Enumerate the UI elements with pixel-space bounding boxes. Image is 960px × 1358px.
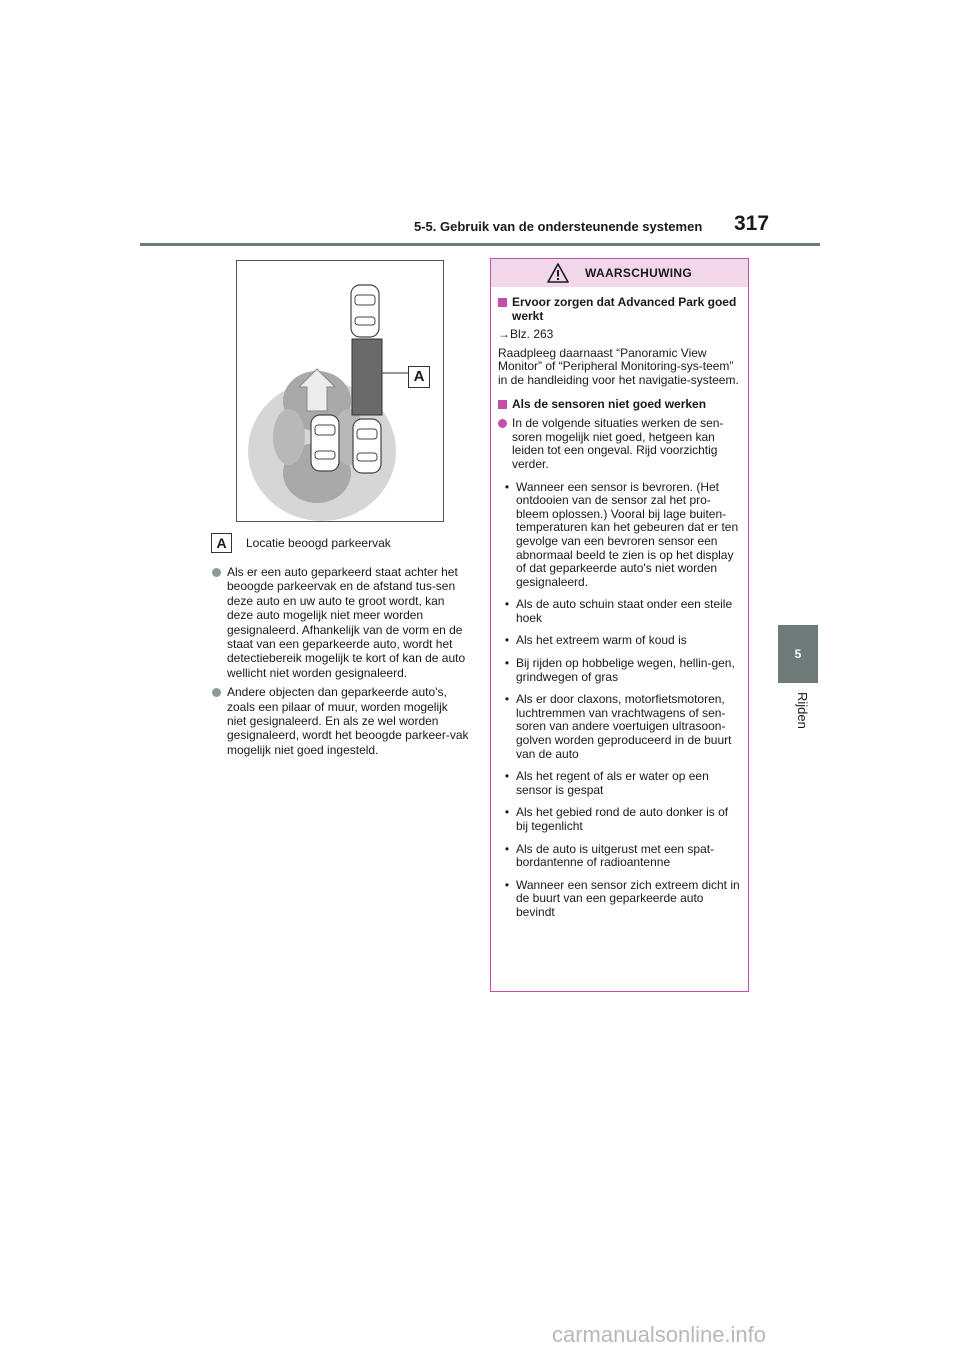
- section2-heading: Als de sensoren niet goed werken: [512, 396, 707, 411]
- parked-car-rear: [353, 419, 381, 473]
- list-item: [211, 565, 469, 680]
- caption-text: Locatie beoogd parkeervak: [246, 536, 391, 550]
- list-item: • Als de auto schuin staat onder een steile hoek: [504, 597, 733, 625]
- list-item: • Als de auto is uitgerust met een spat-bordantenne of radioantenne: [504, 841, 715, 870]
- section-title: 5-5. Gebruik van de ondersteunende systemen: [414, 219, 703, 234]
- section1-text: Raadpleeg daarnaast “Panoramic View Monitor” of “Peripheral Monitoring-sys-teem” in de handleiding voor het navigatie-systeem.: [498, 345, 739, 387]
- list-item: • Als er door claxons, motorfietsmotoren, luchtremmen van vrachtwagens of sen-soren van andere voertuigen ultrasoon-golven worden geproduceerd in de buurt van de auto: [504, 692, 732, 761]
- left-column: [211, 565, 469, 762]
- parking-illustration: [237, 261, 443, 521]
- target-parking-space: [352, 339, 382, 415]
- list-item: • Als het regent of als er water op een sensor is gespat: [504, 769, 709, 797]
- list-item: [211, 685, 469, 757]
- bullet-dot-icon: [212, 688, 221, 697]
- warning-triangle-icon: [547, 263, 569, 283]
- section1-ref[interactable]: →Blz. 263: [498, 327, 554, 342]
- bullet-text: Als er een auto geparkeerd staat achter het beoogde parkeervak en de afstand tus-sen deze auto en uw auto te groot wordt, kan deze auto mogelijk niet meer worden gesignaleerd. Afhankelijk van de vorm en de staat van een geparkeerde auto, wordt het detectiebereik mogelijk te kort of kan de auto wellicht niet worden gesignaleerd.: [227, 565, 466, 680]
- section1-heading: Ervoor zorgen dat Advanced Park goed werkt: [512, 295, 737, 323]
- warning-section-heading: [498, 398, 740, 412]
- warning-section-heading: [498, 296, 740, 323]
- caption-badge: A: [211, 533, 232, 553]
- list-item: • Bij rijden op hobbelige wegen, hellin-gen, grindwegen of gras: [504, 656, 735, 684]
- page-number: 317: [734, 212, 770, 235]
- parked-car-front: [351, 285, 379, 337]
- list-item: • Wanneer een sensor is bevroren. (Het ontdooien van de sensor zal het pro-bleem oplossen.) Vooral bij lage buiten-temperaturen kan het gebeuren dat er ten gevolge van een bevroren sensor een abnormaal beeld te zien is op het display of dat geparkeerde auto's niet worden gesignaleerd.: [504, 479, 739, 589]
- square-bullet-icon: [498, 298, 507, 307]
- chapter-tab[interactable]: [778, 625, 818, 683]
- section2-intro: In de volgende situaties werken de sen-soren mogelijk niet goed, hetgeen kan leiden tot een ongeval. Rijd voorzichtig verder.: [512, 416, 724, 471]
- figure-caption: [211, 533, 391, 553]
- parking-diagram: [236, 260, 444, 522]
- bullet-dot-icon: [498, 419, 507, 428]
- detection-zone-left: [273, 409, 305, 465]
- warning-header: [491, 259, 748, 287]
- warning-box: [490, 258, 749, 992]
- bullet-dot-icon: [212, 568, 221, 577]
- warning-body: [491, 287, 748, 920]
- bullet-text: Andere objecten dan geparkeerde auto's, zoals een pilaar of muur, worden mogelijk niet gesignaleerd. En als ze wel worden gesignaleerd, wordt het beoogde parkeer-vak mogelijk niet goed ingesteld.: [227, 685, 469, 757]
- warning-title: WAARSCHUWING: [585, 266, 692, 280]
- watermark: carmanualsonline.info: [552, 1322, 767, 1347]
- own-car: [311, 415, 339, 471]
- list-item: • Wanneer een sensor zich extreem dicht in de buurt van een geparkeerde auto bevindt: [504, 877, 740, 919]
- callout-label-a: A: [408, 366, 430, 388]
- list-item: • Als het extreem warm of koud is: [504, 633, 687, 648]
- square-bullet-icon: [498, 400, 507, 409]
- section2-intro-row: [498, 417, 740, 471]
- header-divider: [140, 243, 820, 246]
- chapter-label: Rijden: [795, 692, 810, 729]
- chapter-number: 5: [794, 647, 802, 661]
- list-item: • Als het gebied rond de auto donker is of bij tegenlicht: [504, 805, 729, 833]
